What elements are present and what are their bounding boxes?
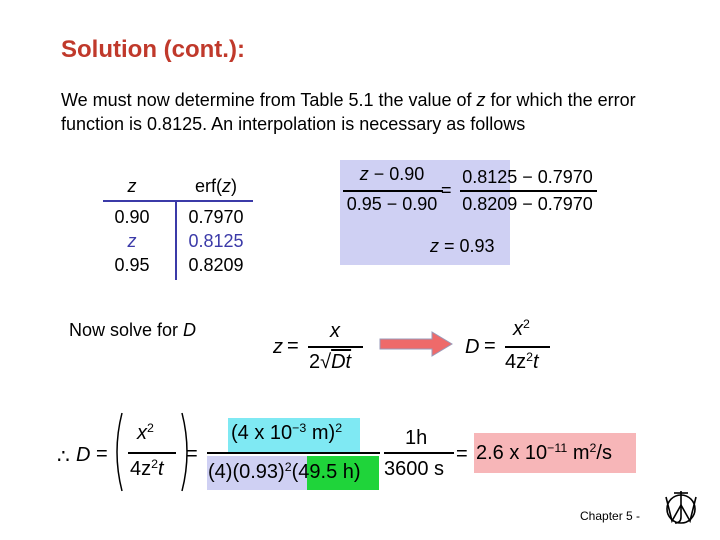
final-equals-3: = [456, 443, 468, 465]
final-equals-2: = [186, 443, 198, 465]
therefore-symbol: ∴ [57, 446, 70, 468]
arrow-right-icon [376, 330, 456, 358]
final-main-num: (4 x $10^{-3}$ m)$^2$ [231, 421, 343, 444]
final-paren-num: $x^2$ [137, 421, 154, 444]
table-row-2-z: z [127, 231, 137, 251]
final-equals-1: = [96, 443, 108, 465]
table-row-3-z: 0.95 [114, 255, 150, 275]
final-paren-bar [128, 452, 176, 454]
final-paren-den: $4z^2t$ [130, 457, 164, 480]
eq2-lhs: D [465, 336, 480, 358]
intro-z: z [476, 90, 486, 110]
eq1-num: x [330, 320, 340, 342]
table-row-1-erf: 0.7970 [188, 207, 244, 227]
conv-den: 3600 s [384, 458, 445, 480]
chapter-label: Chapter 5 - [580, 509, 641, 523]
eq1-den: 2√Dt [309, 351, 352, 373]
interp-lhs-bar [343, 190, 443, 192]
eq1-equals: = [287, 335, 299, 357]
conv-num: 1h [405, 427, 428, 449]
eq2-bar [505, 346, 550, 348]
table-header-z: z [127, 176, 137, 196]
table-row-1-z: 0.90 [114, 207, 150, 227]
table-header-erf: erf(z) [195, 176, 237, 196]
interp-equals: = [441, 180, 452, 200]
final-D: D [76, 444, 91, 466]
intro-text-1: We must now determine from Table 5.1 the value of [61, 90, 477, 110]
table-column-rule [175, 200, 177, 280]
interp-lhs-num: z − 0.90 [359, 164, 425, 184]
table-row-2-erf: 0.8125 [188, 231, 244, 251]
interp-rhs-bar [460, 190, 597, 192]
table-header-rule [103, 200, 253, 202]
eq1-lhs: z [273, 336, 283, 358]
eq2-num: $x^2$ [513, 317, 530, 340]
eq2-equals: = [484, 335, 496, 357]
eq2-den: $4z^2t$ [505, 350, 539, 373]
interp-rhs-num: 0.8125 − 0.7970 [462, 167, 593, 187]
intro-paragraph [61, 88, 701, 136]
eq1-bar [308, 346, 363, 348]
final-result: 2.6 x $10^{-11}$ $m^2/s$ [476, 441, 612, 464]
university-logo-icon [660, 487, 702, 527]
table-row-3-erf: 0.8209 [188, 255, 244, 275]
interp-lhs-den: 0.95 − 0.90 [346, 194, 438, 214]
interp-result: z = 0.93 [430, 236, 495, 256]
final-main-bar [207, 452, 380, 454]
solve-label: Now solve for D [69, 320, 197, 340]
sqrt-icon: √ [320, 351, 332, 373]
intro-text-2: for which the error function is 0.8125. An interpolation is necessary as follows [61, 90, 636, 134]
interp-rhs-den: 0.8209 − 0.7970 [462, 194, 593, 214]
slide-title: Solution (cont.): [61, 36, 245, 63]
final-main-den: $(4)(0.93)^2(49.5$ h) [208, 460, 361, 483]
conv-bar [384, 452, 454, 454]
